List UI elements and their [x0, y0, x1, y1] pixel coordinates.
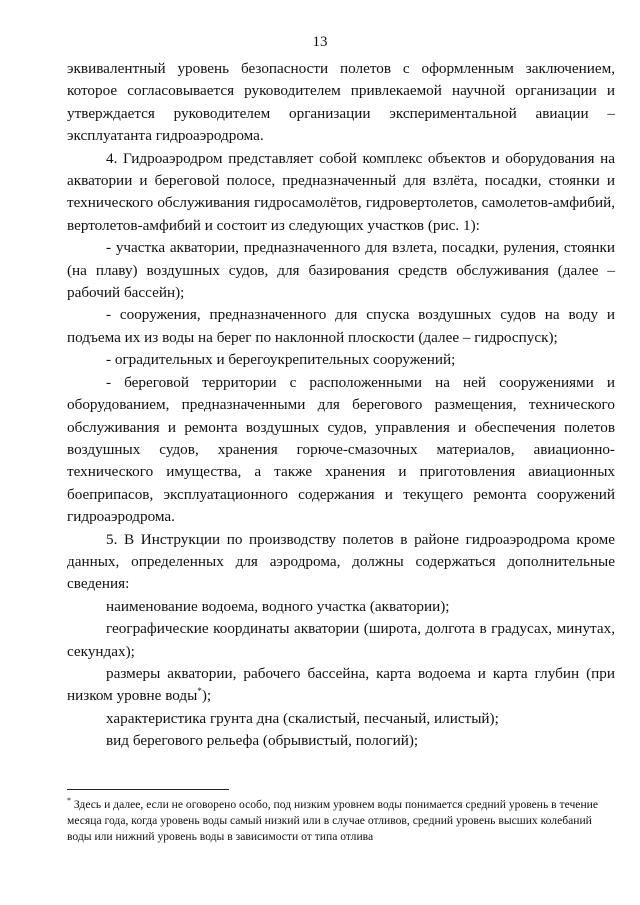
paragraph-item-5: 5. В Инструкции по производству полетов в районе гидроаэродрома кроме данных, определенных для аэродрома, должны содержаться дополнительные сведения: [67, 530, 615, 593]
footnote-divider [67, 789, 229, 790]
paragraph-continuation: эквивалентный уровень безопасности полетов с оформленным заключением, которое согласовывается руководителем привлекаемой научной организации и утверждается руководителем организации экспериментальной авиации – эксплуатанта гидроаэродрома. [67, 60, 615, 145]
footnote-reference: * [197, 686, 202, 697]
info-item-dimensions [67, 663, 615, 708]
info-item-dimensions-suffix: ); [201, 687, 212, 705]
footnote-text: Здесь и далее, если не оговорено особо, под низким уровнем воды понимается средний уровень в течение месяца года, когда уровень воды самый низкий или в случае отливов, средний уровень высших колебаний воды или нижний уровень воды в зависимости от типа отлива [67, 798, 599, 843]
info-item-coordinates: географические координаты акватории (широта, долгота в градусах, минутах, секундах); [67, 620, 615, 660]
page-number: 13 [312, 34, 328, 50]
footnote-mark: * [67, 796, 71, 806]
footnote [67, 797, 615, 845]
list-item-protective-structures: - оградительных и берегоукрепительных сооружений; [106, 351, 456, 369]
paragraph-item-4: 4. Гидроаэродром представляет собой комплекс объектов и оборудования на акватории и береговой полосе, предназначенный для взлёта, посадки, стоянки и технического обслуживания гидросамолётов, гидровертолетов, самолетов-амфибий, вертолетов-амфибий и состоит из следующих участков (рис. 1): [67, 149, 615, 234]
info-item-dimensions-text: размеры акватории, рабочего бассейна, карта водоема и карта глубин (при низком уровне воды [67, 664, 615, 705]
list-item-working-basin: - участка акватории, предназначенного для взлета, посадки, руления, стоянки (на плаву) воздушных судов, для базирования средств обслуживания (далее – рабочий бассейн); [67, 239, 615, 302]
info-item-water-body-name: наименование водоема, водного участка (акватории); [106, 597, 450, 615]
list-item-shore-territory: - береговой территории с расположенными на ней сооружениями и оборудованием, предназначенными для берегового размещения, технического обслуживания и ремонта воздушных судов, управления и обеспечения полетов воздушных судов, хранения горюче-смазочных материалов, авиационно-технического имущества, а также хранения и приготовления авиационных боеприпасов, эксплуатационного содержания и текущего ремонта сооружений гидроаэродрома. [67, 373, 615, 526]
list-item-slipway: - сооружения, предназначенного для спуска воздушных судов на воду и подъема их из воды на берег по наклонной плоскости (далее – гидроспуск); [67, 306, 615, 346]
info-item-shore-relief: вид берегового рельефа (обрывистый, пологий); [106, 732, 419, 750]
info-item-bottom-soil: характеристика грунта дна (скалистый, песчаный, илистый); [106, 709, 499, 727]
body-text [67, 58, 615, 753]
